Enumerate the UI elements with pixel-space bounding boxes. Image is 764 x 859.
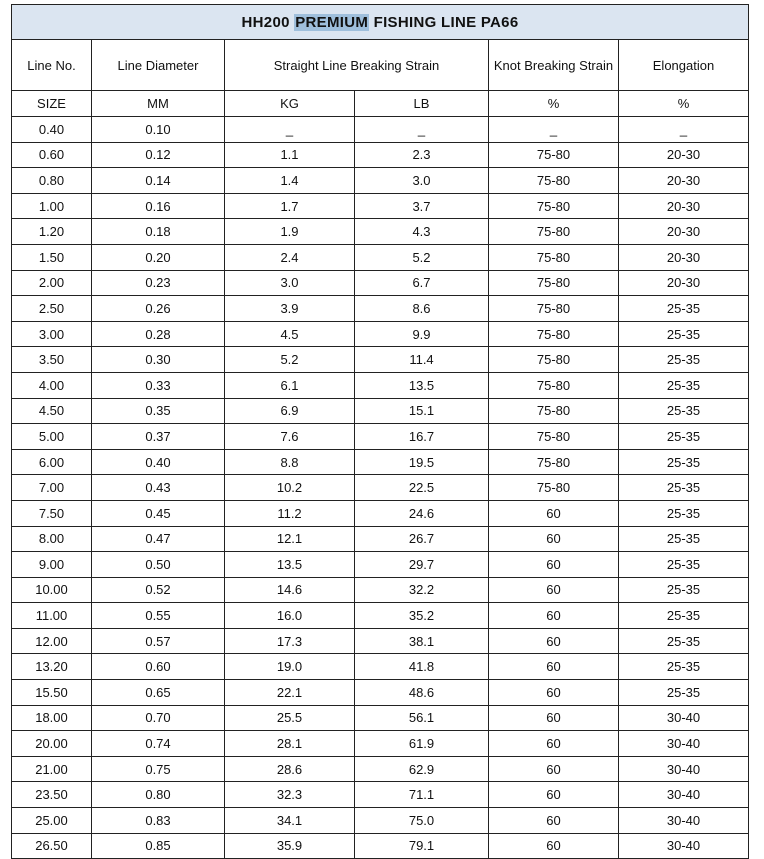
cell-elongation: 25-35 bbox=[619, 577, 749, 603]
cell-lb: 56.1 bbox=[355, 705, 489, 731]
header-knot-strain: Knot Breaking Strain bbox=[489, 40, 619, 91]
table-row bbox=[12, 680, 749, 706]
header-straight-strain: Straight Line Breaking Strain bbox=[225, 40, 489, 91]
cell-knot-strain: 60 bbox=[489, 577, 619, 603]
title-suffix: FISHING LINE PA66 bbox=[373, 13, 519, 31]
cell-kg: 1.9 bbox=[225, 219, 355, 245]
cell-size: 1.00 bbox=[12, 193, 92, 219]
cell-size: 4.50 bbox=[12, 398, 92, 424]
cell-lb: 61.9 bbox=[355, 731, 489, 757]
cell-size: 6.00 bbox=[12, 449, 92, 475]
cell-lb: 32.2 bbox=[355, 577, 489, 603]
cell-kg: 11.2 bbox=[225, 500, 355, 526]
unit-knot-percent: % bbox=[489, 91, 619, 117]
cell-kg: 6.9 bbox=[225, 398, 355, 424]
cell-diameter: 0.45 bbox=[92, 500, 225, 526]
cell-knot-strain: 75-80 bbox=[489, 219, 619, 245]
table-title bbox=[12, 5, 749, 40]
cell-size: 7.50 bbox=[12, 500, 92, 526]
cell-elongation: 30-40 bbox=[619, 808, 749, 834]
table-row bbox=[12, 296, 749, 322]
cell-size: 12.00 bbox=[12, 628, 92, 654]
cell-size: 18.00 bbox=[12, 705, 92, 731]
header-elongation: Elongation bbox=[619, 40, 749, 91]
cell-elongation: 30-40 bbox=[619, 833, 749, 859]
cell-size: 3.50 bbox=[12, 347, 92, 373]
cell-size: 2.00 bbox=[12, 270, 92, 296]
cell-knot-strain: 60 bbox=[489, 603, 619, 629]
cell-knot-strain: 75-80 bbox=[489, 475, 619, 501]
cell-lb: 15.1 bbox=[355, 398, 489, 424]
table-row bbox=[12, 219, 749, 245]
title-prefix: HH200 bbox=[241, 13, 290, 31]
cell-kg: _ bbox=[225, 117, 355, 143]
cell-elongation: 25-35 bbox=[619, 398, 749, 424]
table-row bbox=[12, 526, 749, 552]
cell-lb: 62.9 bbox=[355, 756, 489, 782]
cell-size: 25.00 bbox=[12, 808, 92, 834]
cell-knot-strain: 75-80 bbox=[489, 449, 619, 475]
cell-size: 4.00 bbox=[12, 372, 92, 398]
cell-diameter: 0.52 bbox=[92, 577, 225, 603]
cell-knot-strain: 75-80 bbox=[489, 296, 619, 322]
table-row bbox=[12, 117, 749, 143]
cell-size: 26.50 bbox=[12, 833, 92, 859]
table-row bbox=[12, 577, 749, 603]
cell-kg: 8.8 bbox=[225, 449, 355, 475]
cell-lb: 8.6 bbox=[355, 296, 489, 322]
cell-elongation: 25-35 bbox=[619, 628, 749, 654]
cell-knot-strain: 60 bbox=[489, 500, 619, 526]
unit-kg: KG bbox=[225, 91, 355, 117]
table-row bbox=[12, 449, 749, 475]
cell-diameter: 0.75 bbox=[92, 756, 225, 782]
cell-lb: 6.7 bbox=[355, 270, 489, 296]
cell-kg: 34.1 bbox=[225, 808, 355, 834]
cell-diameter: 0.70 bbox=[92, 705, 225, 731]
cell-diameter: 0.37 bbox=[92, 424, 225, 450]
cell-kg: 12.1 bbox=[225, 526, 355, 552]
cell-diameter: 0.33 bbox=[92, 372, 225, 398]
cell-lb: 79.1 bbox=[355, 833, 489, 859]
table-row bbox=[12, 756, 749, 782]
cell-lb: 24.6 bbox=[355, 500, 489, 526]
cell-kg: 7.6 bbox=[225, 424, 355, 450]
cell-knot-strain: 75-80 bbox=[489, 193, 619, 219]
cell-knot-strain: 60 bbox=[489, 654, 619, 680]
header-line-no: Line No. bbox=[12, 40, 92, 91]
cell-knot-strain: 60 bbox=[489, 756, 619, 782]
cell-knot-strain: 60 bbox=[489, 731, 619, 757]
cell-elongation: 30-40 bbox=[619, 756, 749, 782]
cell-kg: 28.6 bbox=[225, 756, 355, 782]
cell-elongation: 30-40 bbox=[619, 731, 749, 757]
table-row bbox=[12, 833, 749, 859]
cell-knot-strain: _ bbox=[489, 117, 619, 143]
cell-knot-strain: 75-80 bbox=[489, 142, 619, 168]
cell-kg: 17.3 bbox=[225, 628, 355, 654]
cell-elongation: 20-30 bbox=[619, 270, 749, 296]
cell-lb: 48.6 bbox=[355, 680, 489, 706]
unit-elongation-percent: % bbox=[619, 91, 749, 117]
header-row bbox=[12, 40, 749, 91]
table-row bbox=[12, 398, 749, 424]
cell-size: 13.20 bbox=[12, 654, 92, 680]
table-row bbox=[12, 372, 749, 398]
table-row bbox=[12, 731, 749, 757]
spec-sheet bbox=[11, 4, 749, 859]
cell-elongation: 25-35 bbox=[619, 475, 749, 501]
cell-elongation: 25-35 bbox=[619, 654, 749, 680]
cell-kg: 35.9 bbox=[225, 833, 355, 859]
cell-diameter: 0.43 bbox=[92, 475, 225, 501]
cell-size: 10.00 bbox=[12, 577, 92, 603]
cell-kg: 3.0 bbox=[225, 270, 355, 296]
cell-knot-strain: 60 bbox=[489, 833, 619, 859]
cell-knot-strain: 75-80 bbox=[489, 372, 619, 398]
cell-lb: 11.4 bbox=[355, 347, 489, 373]
cell-elongation: 25-35 bbox=[619, 680, 749, 706]
cell-diameter: 0.80 bbox=[92, 782, 225, 808]
cell-knot-strain: 60 bbox=[489, 680, 619, 706]
cell-knot-strain: 75-80 bbox=[489, 168, 619, 194]
cell-size: 9.00 bbox=[12, 552, 92, 578]
cell-lb: 22.5 bbox=[355, 475, 489, 501]
table-row bbox=[12, 475, 749, 501]
cell-diameter: 0.26 bbox=[92, 296, 225, 322]
cell-lb: 35.2 bbox=[355, 603, 489, 629]
cell-lb: 9.9 bbox=[355, 321, 489, 347]
cell-diameter: 0.74 bbox=[92, 731, 225, 757]
spec-table bbox=[11, 4, 749, 859]
cell-diameter: 0.20 bbox=[92, 244, 225, 270]
cell-size: 2.50 bbox=[12, 296, 92, 322]
cell-knot-strain: 75-80 bbox=[489, 321, 619, 347]
cell-diameter: 0.14 bbox=[92, 168, 225, 194]
title-highlight: PREMIUM bbox=[295, 13, 369, 31]
cell-elongation: 20-30 bbox=[619, 244, 749, 270]
cell-diameter: 0.18 bbox=[92, 219, 225, 245]
cell-lb: 5.2 bbox=[355, 244, 489, 270]
table-row bbox=[12, 270, 749, 296]
cell-diameter: 0.40 bbox=[92, 449, 225, 475]
cell-size: 1.20 bbox=[12, 219, 92, 245]
cell-lb: 13.5 bbox=[355, 372, 489, 398]
cell-lb: 26.7 bbox=[355, 526, 489, 552]
cell-lb: 4.3 bbox=[355, 219, 489, 245]
title-row bbox=[12, 5, 749, 40]
unit-mm: MM bbox=[92, 91, 225, 117]
cell-kg: 4.5 bbox=[225, 321, 355, 347]
cell-diameter: 0.65 bbox=[92, 680, 225, 706]
cell-diameter: 0.60 bbox=[92, 654, 225, 680]
table-row bbox=[12, 244, 749, 270]
cell-elongation: 20-30 bbox=[619, 193, 749, 219]
table-row bbox=[12, 552, 749, 578]
table-row bbox=[12, 628, 749, 654]
table-row bbox=[12, 603, 749, 629]
cell-diameter: 0.30 bbox=[92, 347, 225, 373]
cell-lb: 71.1 bbox=[355, 782, 489, 808]
cell-kg: 2.4 bbox=[225, 244, 355, 270]
cell-elongation: 25-35 bbox=[619, 424, 749, 450]
cell-knot-strain: 75-80 bbox=[489, 270, 619, 296]
table-row bbox=[12, 500, 749, 526]
cell-lb: 75.0 bbox=[355, 808, 489, 834]
cell-lb: _ bbox=[355, 117, 489, 143]
cell-kg: 22.1 bbox=[225, 680, 355, 706]
cell-kg: 13.5 bbox=[225, 552, 355, 578]
cell-elongation: _ bbox=[619, 117, 749, 143]
cell-elongation: 25-35 bbox=[619, 552, 749, 578]
cell-kg: 14.6 bbox=[225, 577, 355, 603]
cell-lb: 38.1 bbox=[355, 628, 489, 654]
cell-diameter: 0.35 bbox=[92, 398, 225, 424]
cell-diameter: 0.83 bbox=[92, 808, 225, 834]
cell-kg: 25.5 bbox=[225, 705, 355, 731]
header-diameter: Line Diameter bbox=[92, 40, 225, 91]
cell-knot-strain: 60 bbox=[489, 808, 619, 834]
cell-knot-strain: 75-80 bbox=[489, 424, 619, 450]
cell-diameter: 0.28 bbox=[92, 321, 225, 347]
table-row bbox=[12, 168, 749, 194]
cell-elongation: 25-35 bbox=[619, 603, 749, 629]
cell-kg: 5.2 bbox=[225, 347, 355, 373]
cell-knot-strain: 75-80 bbox=[489, 347, 619, 373]
cell-elongation: 25-35 bbox=[619, 372, 749, 398]
cell-size: 0.80 bbox=[12, 168, 92, 194]
cell-lb: 19.5 bbox=[355, 449, 489, 475]
cell-diameter: 0.55 bbox=[92, 603, 225, 629]
cell-lb: 3.0 bbox=[355, 168, 489, 194]
cell-kg: 16.0 bbox=[225, 603, 355, 629]
cell-lb: 16.7 bbox=[355, 424, 489, 450]
cell-kg: 28.1 bbox=[225, 731, 355, 757]
cell-diameter: 0.57 bbox=[92, 628, 225, 654]
cell-diameter: 0.12 bbox=[92, 142, 225, 168]
table-row bbox=[12, 782, 749, 808]
cell-diameter: 0.10 bbox=[92, 117, 225, 143]
cell-elongation: 25-35 bbox=[619, 500, 749, 526]
table-row bbox=[12, 808, 749, 834]
cell-knot-strain: 60 bbox=[489, 526, 619, 552]
cell-elongation: 25-35 bbox=[619, 526, 749, 552]
cell-lb: 2.3 bbox=[355, 142, 489, 168]
cell-kg: 1.7 bbox=[225, 193, 355, 219]
cell-diameter: 0.16 bbox=[92, 193, 225, 219]
cell-kg: 19.0 bbox=[225, 654, 355, 680]
cell-kg: 1.1 bbox=[225, 142, 355, 168]
cell-elongation: 20-30 bbox=[619, 142, 749, 168]
cell-size: 7.00 bbox=[12, 475, 92, 501]
cell-size: 20.00 bbox=[12, 731, 92, 757]
cell-size: 1.50 bbox=[12, 244, 92, 270]
cell-size: 21.00 bbox=[12, 756, 92, 782]
cell-elongation: 30-40 bbox=[619, 782, 749, 808]
cell-kg: 3.9 bbox=[225, 296, 355, 322]
cell-knot-strain: 60 bbox=[489, 628, 619, 654]
cell-elongation: 20-30 bbox=[619, 168, 749, 194]
cell-elongation: 25-35 bbox=[619, 296, 749, 322]
cell-lb: 3.7 bbox=[355, 193, 489, 219]
cell-diameter: 0.23 bbox=[92, 270, 225, 296]
table-row bbox=[12, 142, 749, 168]
cell-kg: 6.1 bbox=[225, 372, 355, 398]
table-row bbox=[12, 424, 749, 450]
unit-size: SIZE bbox=[12, 91, 92, 117]
cell-size: 23.50 bbox=[12, 782, 92, 808]
cell-knot-strain: 60 bbox=[489, 552, 619, 578]
table-row bbox=[12, 347, 749, 373]
units-row bbox=[12, 91, 749, 117]
cell-size: 8.00 bbox=[12, 526, 92, 552]
table-row bbox=[12, 705, 749, 731]
cell-elongation: 30-40 bbox=[619, 705, 749, 731]
cell-knot-strain: 75-80 bbox=[489, 244, 619, 270]
table-row bbox=[12, 321, 749, 347]
cell-kg: 32.3 bbox=[225, 782, 355, 808]
table-row bbox=[12, 654, 749, 680]
cell-size: 0.60 bbox=[12, 142, 92, 168]
cell-size: 5.00 bbox=[12, 424, 92, 450]
cell-knot-strain: 60 bbox=[489, 782, 619, 808]
cell-size: 0.40 bbox=[12, 117, 92, 143]
cell-elongation: 25-35 bbox=[619, 321, 749, 347]
cell-diameter: 0.85 bbox=[92, 833, 225, 859]
cell-elongation: 20-30 bbox=[619, 219, 749, 245]
cell-size: 3.00 bbox=[12, 321, 92, 347]
unit-lb: LB bbox=[355, 91, 489, 117]
cell-size: 11.00 bbox=[12, 603, 92, 629]
cell-diameter: 0.50 bbox=[92, 552, 225, 578]
cell-lb: 41.8 bbox=[355, 654, 489, 680]
cell-lb: 29.7 bbox=[355, 552, 489, 578]
cell-knot-strain: 60 bbox=[489, 705, 619, 731]
cell-knot-strain: 75-80 bbox=[489, 398, 619, 424]
cell-kg: 1.4 bbox=[225, 168, 355, 194]
cell-elongation: 25-35 bbox=[619, 347, 749, 373]
cell-size: 15.50 bbox=[12, 680, 92, 706]
table-row bbox=[12, 193, 749, 219]
cell-diameter: 0.47 bbox=[92, 526, 225, 552]
cell-elongation: 25-35 bbox=[619, 449, 749, 475]
cell-kg: 10.2 bbox=[225, 475, 355, 501]
